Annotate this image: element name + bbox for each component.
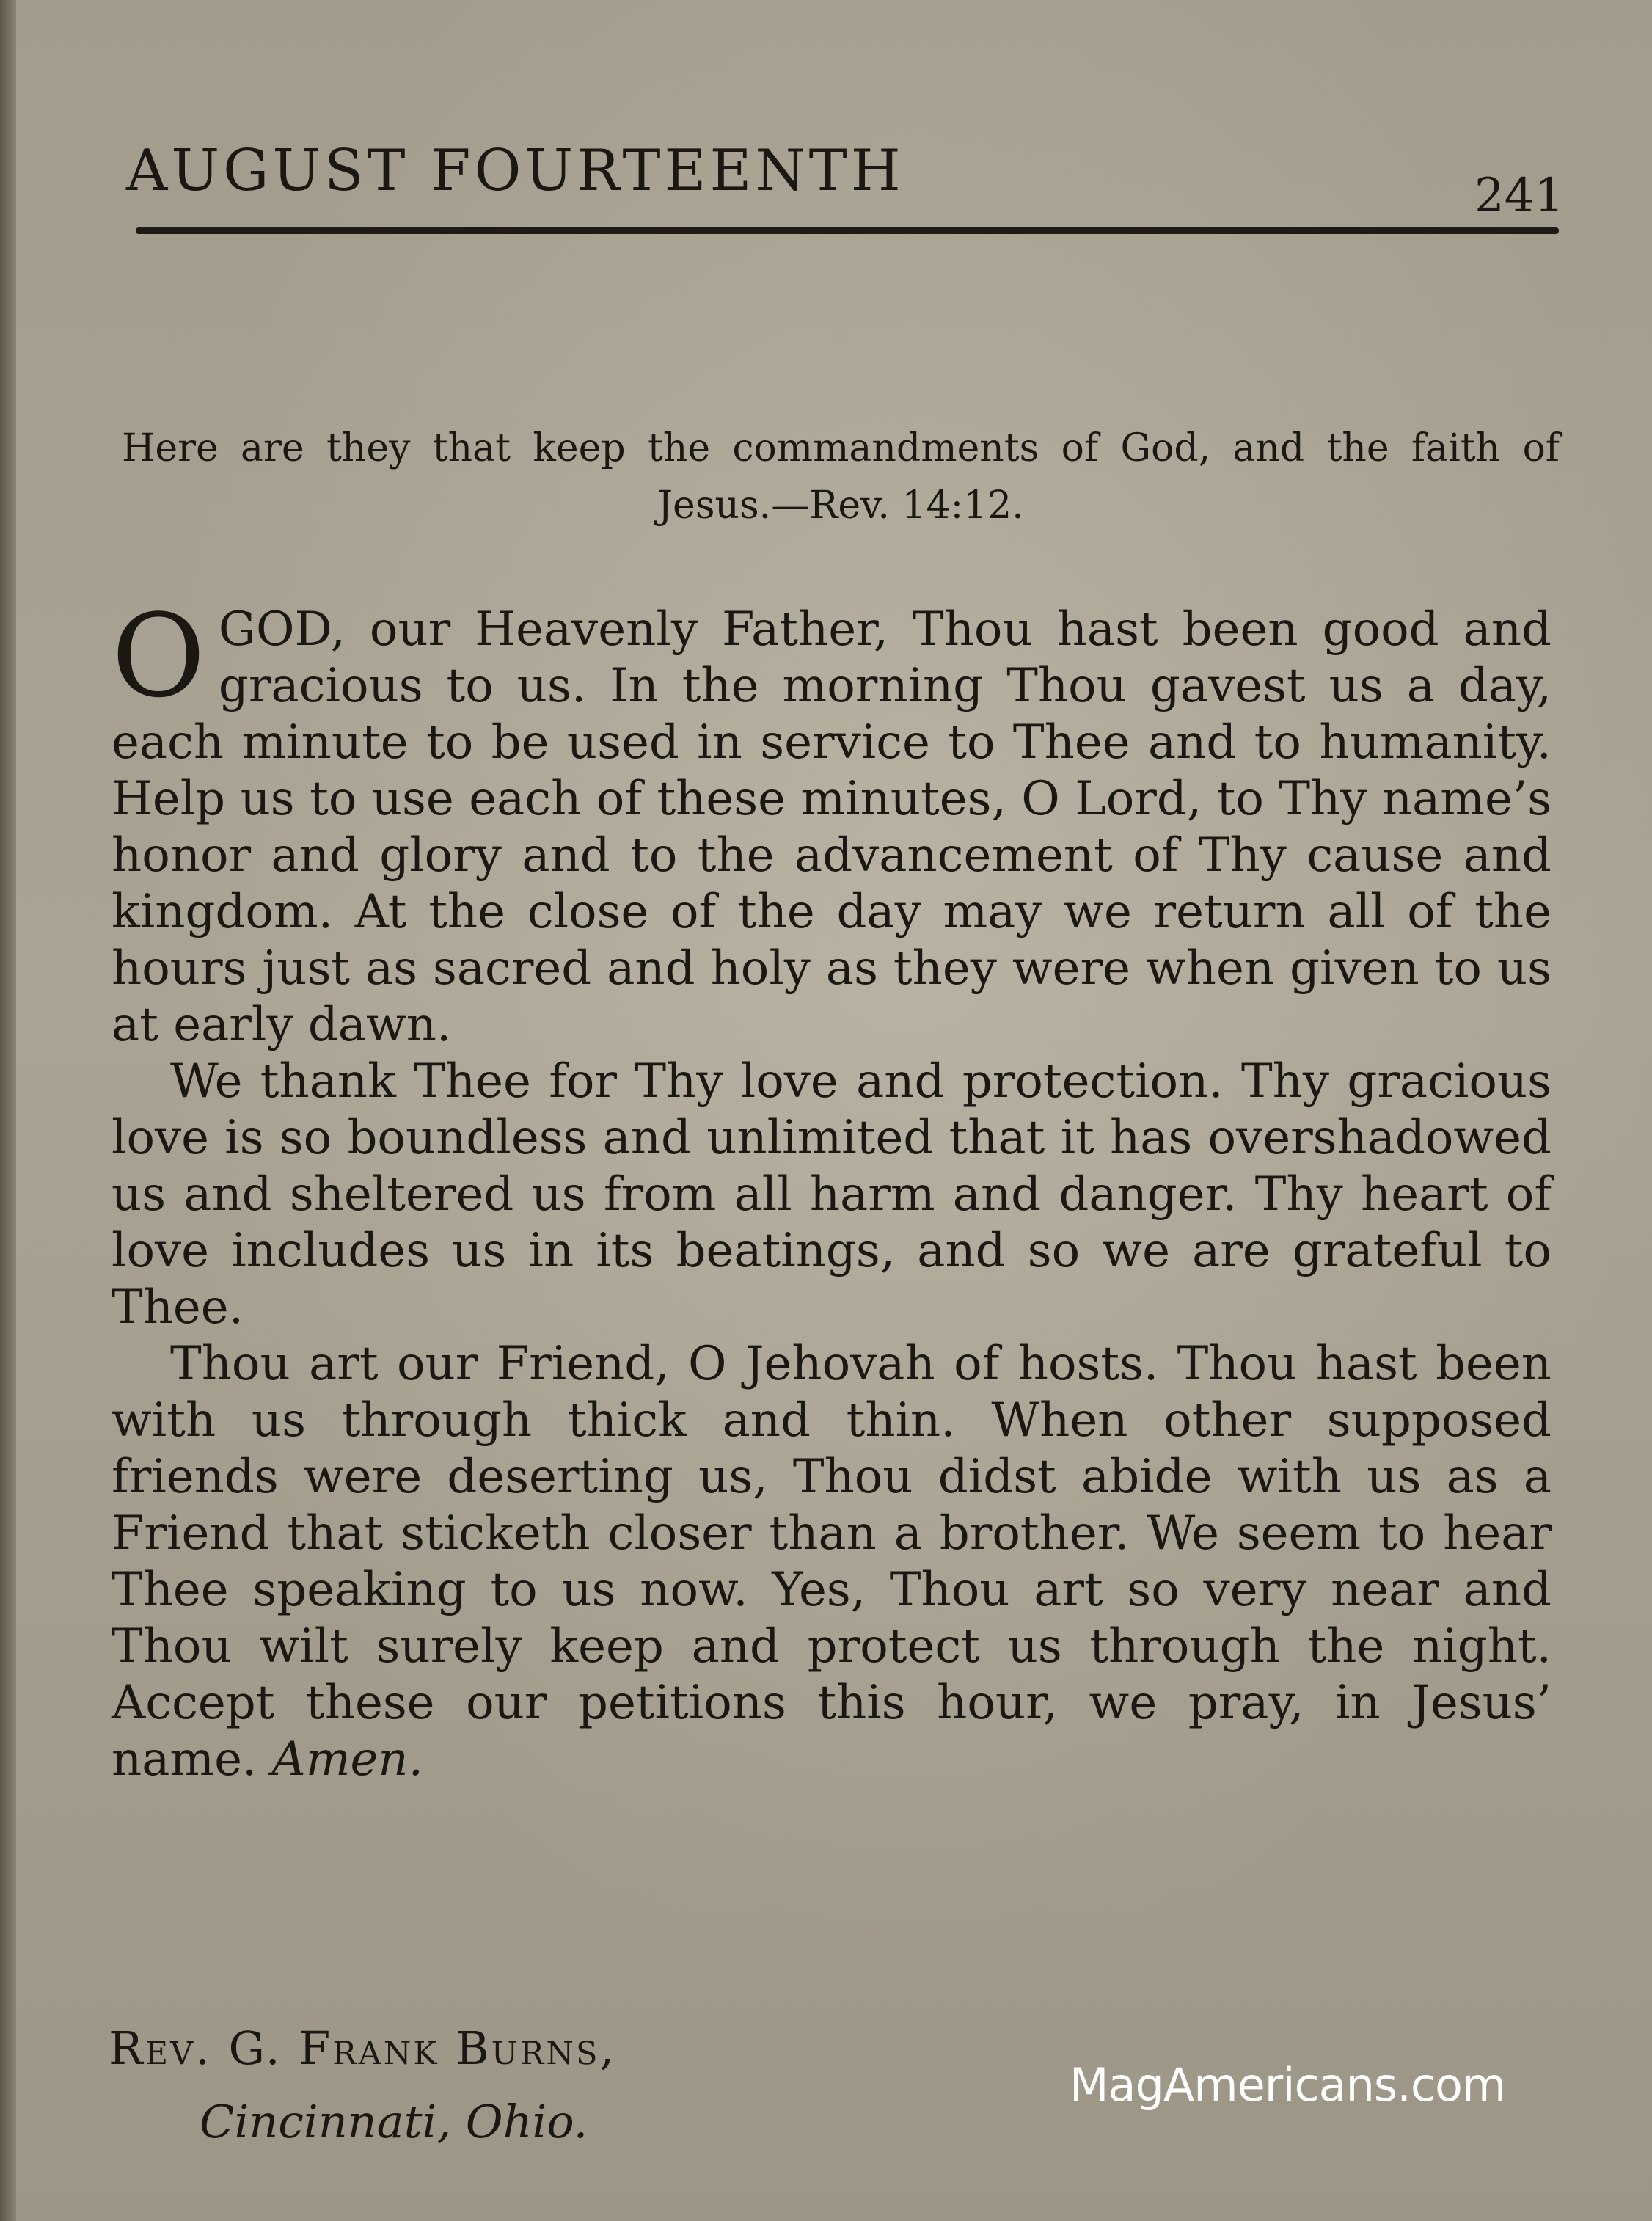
author-location: Cincinnati, Ohio.: [200, 2095, 588, 2148]
drop-cap: O: [112, 589, 205, 723]
header-rule: [136, 227, 1559, 234]
prayer-paragraph-1-text: GOD, our Heavenly Father, Thou hast been good and gracious to us. In the morning Thou gavest us a day, each minute to be used in service to Thee and to humanity. Help us to use each of these minutes, O Lord, to Thy name’s honor and glory and to the advancement of Thy cause and kingdom. At the close of the day may we return all of the hours just as sacred and holy as they were when given to us at early dawn.: [112, 602, 1552, 1052]
prayer-body: [112, 589, 1552, 1788]
amen-closing: Amen.: [271, 1732, 423, 1787]
page-title: AUGUST FOURTEENTH: [126, 138, 904, 204]
epigraph-verse: Here are they that keep the commandments of God, and the faith of Jesus.—Rev. 14:12.: [122, 426, 1560, 528]
watermark: MagAmericans.com: [1070, 2058, 1506, 2112]
book-page-edge: [0, 0, 16, 2221]
page-number: 241: [1474, 169, 1565, 223]
prayer-paragraph-3: [112, 1336, 1552, 1788]
prayer-paragraph-1: [112, 589, 1552, 1054]
prayer-paragraph-2: We thank Thee for Thy love and protection. Thy gracious love is so boundless and unlimited that it has overshadowed us and sheltered us from all harm and danger. Thy heart of love includes us in its beatings, and so we are grateful to Thee.: [112, 1054, 1552, 1335]
prayer-paragraph-3-text: Thou art our Friend, O Jehovah of hosts. Thou hast been with us through thick and thin. When other supposed friends were deserting us, Thou didst abide with us as a Friend that sticketh closer than a brother. We seem to hear Thee speaking to us now. Yes, Thou art so very near and Thou wilt surely keep and protect us through the night. Accept these our petitions this hour, we pray, in Jesus’ name.: [112, 1337, 1552, 1787]
author-name: Rev. G. Frank Burns,: [109, 2021, 617, 2075]
